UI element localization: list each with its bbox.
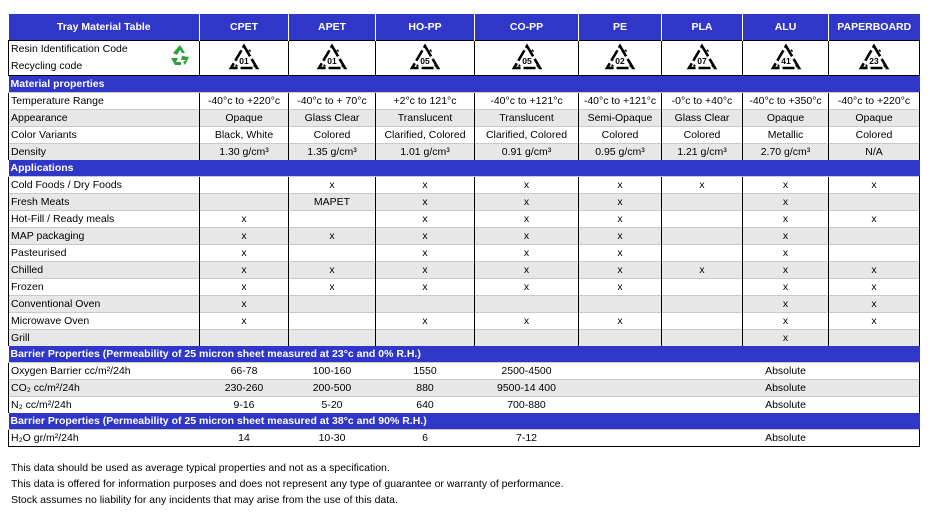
section-header-barrier1 (9, 346, 920, 363)
value-cell (829, 245, 920, 262)
row-label: CO₂ cc/m²/24h (9, 380, 200, 397)
row-label: N₂ cc/m²/24h (9, 397, 200, 414)
value-cell: x (289, 228, 376, 245)
value-cell: 1.21 g/cm³ (662, 144, 743, 161)
value-cell: x (743, 177, 829, 194)
recycling-code-number: 05 (521, 56, 532, 66)
value-cell: x (200, 228, 289, 245)
value-cell: 640 (376, 397, 475, 414)
footer-line-1: This data should be used as average typical properties and not as a specification. (11, 462, 390, 474)
section-title: Barrier Properties (Permeability of 25 micron sheet measured at 38°c and 90% R.H.) (9, 413, 920, 430)
value-cell: x (376, 211, 475, 228)
value-cell (829, 397, 920, 414)
value-cell: Semi-Opaque (579, 110, 662, 127)
value-cell: x (579, 177, 662, 194)
row-label: Conventional Oven (9, 296, 200, 313)
value-cell: 0.91 g/cm³ (475, 144, 579, 161)
table-row (9, 93, 920, 110)
value-cell (829, 363, 920, 380)
value-cell: x (579, 194, 662, 211)
value-cell: x (579, 262, 662, 279)
resin-code-row (9, 41, 920, 76)
value-cell (662, 296, 743, 313)
value-cell (376, 296, 475, 313)
value-cell (662, 363, 743, 380)
value-cell: x (743, 279, 829, 296)
value-cell: 9500-14 400 (475, 380, 579, 397)
value-cell (289, 211, 376, 228)
value-cell: x (579, 245, 662, 262)
value-cell: N/A (829, 144, 920, 161)
section-title: Barrier Properties (Permeability of 25 micron sheet measured at 23°c and 0% R.H.) (9, 346, 920, 363)
table-row (9, 262, 920, 279)
value-cell: 7-12 (475, 430, 579, 447)
value-cell: -40°c to +121°c (579, 93, 662, 110)
section-header-applications (9, 160, 920, 177)
recycling-code-icon-cpet (227, 43, 261, 73)
value-cell: 200-500 (289, 380, 376, 397)
recycling-code-icon-pe (603, 43, 637, 73)
column-header-apet: APET (289, 14, 376, 41)
resin-code-cell (475, 41, 579, 76)
row-label: Grill (9, 330, 200, 347)
value-cell: 700-880 (475, 397, 579, 414)
value-cell: x (289, 279, 376, 296)
recycling-code-number: 23 (869, 56, 879, 66)
value-cell: +2°c to 121°c (376, 93, 475, 110)
table-row (9, 397, 920, 414)
value-cell (662, 211, 743, 228)
value-cell: x (200, 245, 289, 262)
value-cell: -40°c to +220°c (200, 93, 289, 110)
value-cell: x (829, 262, 920, 279)
value-cell: x (743, 330, 829, 347)
table-row (9, 144, 920, 161)
value-cell (579, 430, 662, 447)
table-row (9, 127, 920, 144)
value-cell: -40°c to +220°c (829, 93, 920, 110)
value-cell: x (475, 211, 579, 228)
row-label: Pasteurised (9, 245, 200, 262)
value-cell: -40°c to +121°c (475, 93, 579, 110)
recycling-code-icon-apet (315, 43, 349, 73)
column-header-alu: ALU (743, 14, 829, 41)
column-header-co-pp: CO-PP (475, 14, 579, 41)
value-cell (579, 330, 662, 347)
row-label: MAP packaging (9, 228, 200, 245)
table-row (9, 363, 920, 380)
value-cell: 880 (376, 380, 475, 397)
recycling-code-icon-co-pp (510, 43, 544, 73)
value-cell: x (475, 279, 579, 296)
table-row (9, 380, 920, 397)
value-cell (579, 380, 662, 397)
value-cell: 10-30 (289, 430, 376, 447)
value-cell: x (743, 211, 829, 228)
table-title: Tray Material Table (9, 14, 200, 41)
value-cell: 0.95 g/cm³ (579, 144, 662, 161)
value-cell: -40°c to + 70°c (289, 93, 376, 110)
value-cell: 5-20 (289, 397, 376, 414)
resin-label-line1: Resin Identification Code (11, 43, 128, 55)
value-cell (829, 194, 920, 211)
value-cell (662, 380, 743, 397)
value-cell (200, 194, 289, 211)
value-cell: Absolute (743, 397, 829, 414)
value-cell: 1.01 g/cm³ (376, 144, 475, 161)
recycling-code-icon-pla (685, 43, 719, 73)
recycling-code-icon-alu (769, 43, 803, 73)
table-row (9, 177, 920, 194)
row-label: Cold Foods / Dry Foods (9, 177, 200, 194)
section-header-material (9, 76, 920, 93)
value-cell: Colored (289, 127, 376, 144)
value-cell (289, 245, 376, 262)
value-cell: x (200, 262, 289, 279)
recycling-code-number: 05 (420, 56, 430, 66)
value-cell: x (579, 313, 662, 330)
resin-code-cell (743, 41, 829, 76)
value-cell: x (829, 279, 920, 296)
recycling-code-icon-ho-pp (408, 43, 442, 73)
row-label: Temperature Range (9, 93, 200, 110)
value-cell: 1550 (376, 363, 475, 380)
resin-label-line2: Recycling code (11, 60, 83, 72)
recycling-code-number: 01 (239, 56, 249, 66)
value-cell (376, 330, 475, 347)
value-cell: x (289, 177, 376, 194)
column-header-pe: PE (579, 14, 662, 41)
value-cell: x (829, 177, 920, 194)
value-cell: Clarified, Colored (376, 127, 475, 144)
value-cell: Translucent (475, 110, 579, 127)
value-cell: x (376, 262, 475, 279)
table-row (9, 430, 920, 447)
recycling-code-icon-paperboard (857, 43, 891, 73)
value-cell: x (743, 228, 829, 245)
value-cell (200, 177, 289, 194)
value-cell: x (475, 228, 579, 245)
value-cell: x (743, 313, 829, 330)
value-cell: x (475, 262, 579, 279)
value-cell (829, 380, 920, 397)
value-cell: 2.70 g/cm³ (743, 144, 829, 161)
value-cell: x (200, 296, 289, 313)
value-cell: 1.35 g/cm³ (289, 144, 376, 161)
value-cell: x (289, 262, 376, 279)
value-cell: x (200, 279, 289, 296)
row-label: Appearance (9, 110, 200, 127)
column-header-paperboard: PAPERBOARD (829, 14, 920, 41)
resin-code-cell (662, 41, 743, 76)
value-cell: x (475, 177, 579, 194)
value-cell (662, 397, 743, 414)
table-row (9, 228, 920, 245)
recycling-code-number: 41 (780, 56, 791, 66)
recycling-code-number: 02 (615, 56, 625, 66)
row-label: Density (9, 144, 200, 161)
value-cell (289, 313, 376, 330)
row-label: Frozen (9, 279, 200, 296)
value-cell: x (662, 177, 743, 194)
table-row (9, 110, 920, 127)
resin-code-cell (376, 41, 475, 76)
value-cell: x (475, 245, 579, 262)
value-cell: x (743, 296, 829, 313)
value-cell: x (200, 211, 289, 228)
column-header-pla: PLA (662, 14, 743, 41)
footer-line-3: Stock assumes no liability for any incidents that may arise from the use of this data. (11, 494, 398, 506)
value-cell: x (662, 262, 743, 279)
value-cell: -40°c to +350°c (743, 93, 829, 110)
resin-code-cell (579, 41, 662, 76)
section-title: Applications (9, 160, 920, 177)
value-cell: x (475, 313, 579, 330)
value-cell (662, 430, 743, 447)
value-cell: Black, White (200, 127, 289, 144)
row-label: Hot-Fill / Ready meals (9, 211, 200, 228)
row-label: Fresh Meats (9, 194, 200, 211)
tray-material-table (8, 14, 920, 447)
value-cell: 1.30 g/cm³ (200, 144, 289, 161)
row-label: H₂O gr/m²/24h (9, 430, 200, 447)
value-cell: Colored (579, 127, 662, 144)
value-cell: x (376, 245, 475, 262)
value-cell (662, 279, 743, 296)
value-cell: Opaque (743, 110, 829, 127)
value-cell (662, 228, 743, 245)
column-header-cpet: CPET (200, 14, 289, 41)
resin-label-cell (9, 41, 200, 76)
value-cell (829, 430, 920, 447)
column-header-ho-pp: HO-PP (376, 14, 475, 41)
table-row (9, 245, 920, 262)
value-cell: x (829, 296, 920, 313)
value-cell: 9-16 (200, 397, 289, 414)
row-label: Color Variants (9, 127, 200, 144)
value-cell (662, 313, 743, 330)
value-cell: Absolute (743, 380, 829, 397)
value-cell: x (376, 194, 475, 211)
table-row (9, 296, 920, 313)
value-cell: Glass Clear (289, 110, 376, 127)
value-cell (829, 330, 920, 347)
value-cell: x (376, 228, 475, 245)
value-cell (475, 330, 579, 347)
value-cell (475, 296, 579, 313)
recycling-code-number: 01 (327, 56, 337, 66)
header-row (9, 14, 920, 41)
value-cell: Translucent (376, 110, 475, 127)
value-cell (829, 228, 920, 245)
value-cell: Opaque (829, 110, 920, 127)
value-cell: x (829, 211, 920, 228)
table-row (9, 313, 920, 330)
value-cell: x (376, 313, 475, 330)
recycle-symbol-icon (167, 43, 193, 69)
value-cell: 14 (200, 430, 289, 447)
value-cell: Metallic (743, 127, 829, 144)
table-row (9, 330, 920, 347)
value-cell (289, 296, 376, 313)
value-cell: MAPET (289, 194, 376, 211)
value-cell: Absolute (743, 363, 829, 380)
table-row (9, 279, 920, 296)
value-cell: Glass Clear (662, 110, 743, 127)
resin-code-cell (829, 41, 920, 76)
value-cell: x (376, 177, 475, 194)
value-cell: x (200, 313, 289, 330)
resin-code-cell (200, 41, 289, 76)
value-cell (662, 245, 743, 262)
value-cell (579, 363, 662, 380)
value-cell: 100-160 (289, 363, 376, 380)
row-label: Oxygen Barrier cc/m²/24h (9, 363, 200, 380)
value-cell (579, 397, 662, 414)
value-cell: 230-260 (200, 380, 289, 397)
value-cell (200, 330, 289, 347)
value-cell: Opaque (200, 110, 289, 127)
value-cell: x (743, 262, 829, 279)
value-cell (662, 330, 743, 347)
value-cell: x (829, 313, 920, 330)
value-cell: x (475, 194, 579, 211)
value-cell: Absolute (743, 430, 829, 447)
recycling-code-number: 07 (697, 56, 707, 66)
value-cell: Colored (829, 127, 920, 144)
section-header-barrier2 (9, 413, 920, 430)
row-label: Microwave Oven (9, 313, 200, 330)
footer-line-2: This data is offered for information purposes and does not represent any type of guarantee or warranty of performance. (11, 478, 564, 490)
table-row (9, 194, 920, 211)
value-cell: 66-78 (200, 363, 289, 380)
footer-note (11, 460, 564, 508)
value-cell: x (743, 245, 829, 262)
resin-code-cell (289, 41, 376, 76)
value-cell: 2500-4500 (475, 363, 579, 380)
value-cell: x (376, 279, 475, 296)
value-cell: 6 (376, 430, 475, 447)
value-cell (662, 194, 743, 211)
value-cell: x (743, 194, 829, 211)
value-cell: -0°c to +40°c (662, 93, 743, 110)
value-cell: x (579, 211, 662, 228)
row-label: Chilled (9, 262, 200, 279)
value-cell: x (579, 228, 662, 245)
value-cell (289, 330, 376, 347)
table-row (9, 211, 920, 228)
value-cell: Colored (662, 127, 743, 144)
value-cell (579, 296, 662, 313)
value-cell: x (579, 279, 662, 296)
section-title: Material properties (9, 76, 920, 93)
value-cell: Clarified, Colored (475, 127, 579, 144)
